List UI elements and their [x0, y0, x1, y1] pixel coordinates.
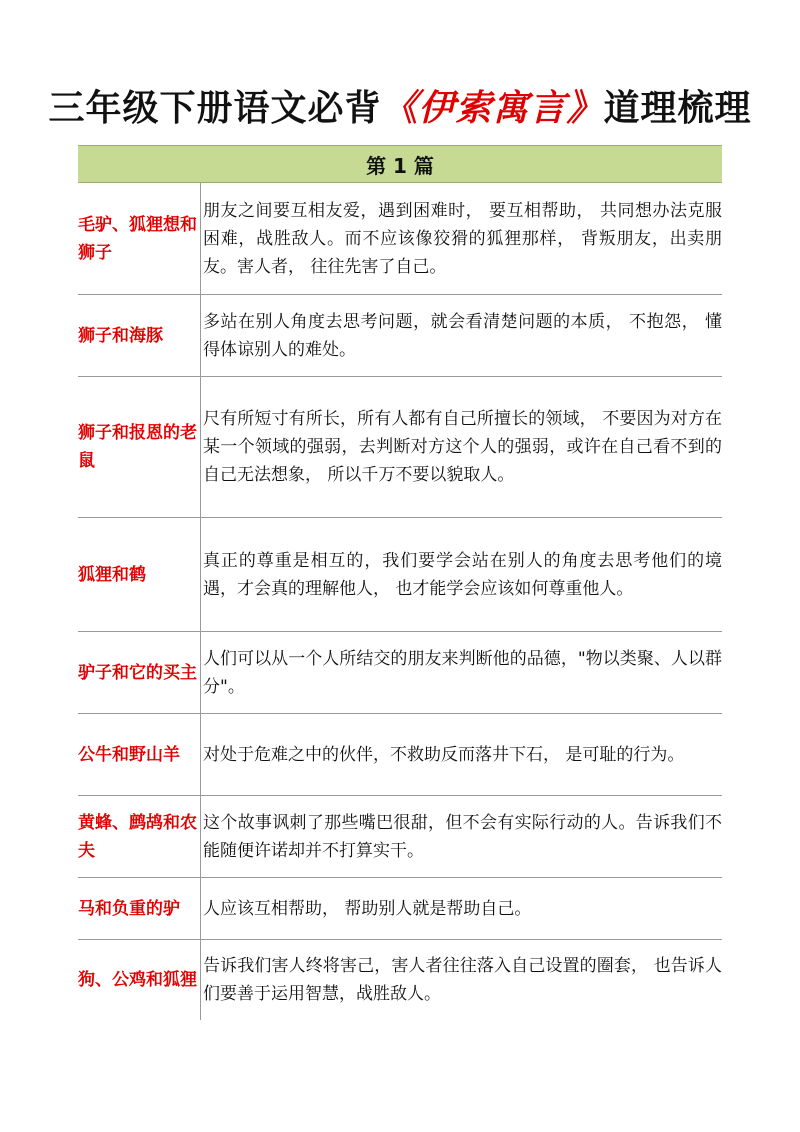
fable-lesson: 对处于危难之中的伙伴，不救助反而落井下石， 是可耻的行为。	[200, 714, 722, 795]
fable-name: 狐狸和鹤	[78, 564, 146, 585]
table-row	[78, 518, 722, 632]
fable-name: 黄蜂、鹧鸪和农夫	[78, 812, 197, 861]
fable-lesson: 告诉我们害人终将害己，害人者往往落入自己设置的圈套， 也告诉人们要善于运用智慧，战胜敌人。	[200, 940, 722, 1020]
fable-lesson: 真正的尊重是相互的，我们要学会站在别人的角度去思考他们的境遇，才会真的理解他人， 也才能学会应该如何尊重他人。	[200, 518, 722, 631]
fable-lesson: 多站在别人角度去思考问题，就会看清楚问题的本质， 不抱怨， 懂得体谅别人的难处。	[200, 295, 722, 376]
table-header: 第 1 篇	[78, 145, 722, 183]
fable-name: 狮子和海豚	[78, 325, 163, 346]
table-row	[78, 183, 722, 295]
fable-lesson: 尺有所短寸有所长，所有人都有自己所擅长的领域， 不要因为对方在某一个领域的强弱，去判断对方这个人的强弱，或许在自己看不到的自己无法想象， 所以千万不要以貌取人。	[200, 377, 722, 517]
title-prefix: 三年级下册语文必背	[48, 88, 382, 129]
fable-name: 公牛和野山羊	[78, 744, 180, 765]
table-row	[78, 878, 722, 940]
fable-name: 驴子和它的买主	[78, 662, 197, 683]
table-row	[78, 714, 722, 796]
fable-table	[78, 145, 722, 1020]
fable-name: 狗、公鸡和狐狸	[78, 970, 197, 990]
page-title	[0, 80, 800, 131]
fable-lesson: 人们可以从一个人所结交的朋友来判断他的品德，"物以类聚、人以群分"。	[200, 632, 722, 713]
fable-name: 狮子和报恩的老鼠	[78, 423, 197, 471]
title-book-name: 《伊索寓言》	[381, 87, 604, 129]
title-suffix: 道理梳理	[603, 88, 752, 129]
table-row	[78, 295, 722, 377]
fable-lesson: 这个故事讽刺了那些嘴巴很甜，但不会有实际行动的人。告诉我们不能随便许诺却并不打算实干。	[200, 796, 722, 877]
table-row	[78, 796, 722, 878]
fable-name: 毛驴、狐狸想和狮子	[78, 214, 197, 263]
fable-lesson: 朋友之间要互相友爱，遇到困难时， 要互相帮助， 共同想办法克服困难，战胜敌人。而不应该像狡猾的狐狸那样， 背叛朋友，出卖朋友。害人者， 往往先害了自己。	[200, 183, 722, 294]
table-row	[78, 377, 722, 518]
fable-name: 马和负重的驴	[78, 898, 180, 919]
fable-lesson: 人应该互相帮助， 帮助别人就是帮助自己。	[200, 878, 722, 939]
table-row	[78, 632, 722, 714]
table-row	[78, 940, 722, 1020]
